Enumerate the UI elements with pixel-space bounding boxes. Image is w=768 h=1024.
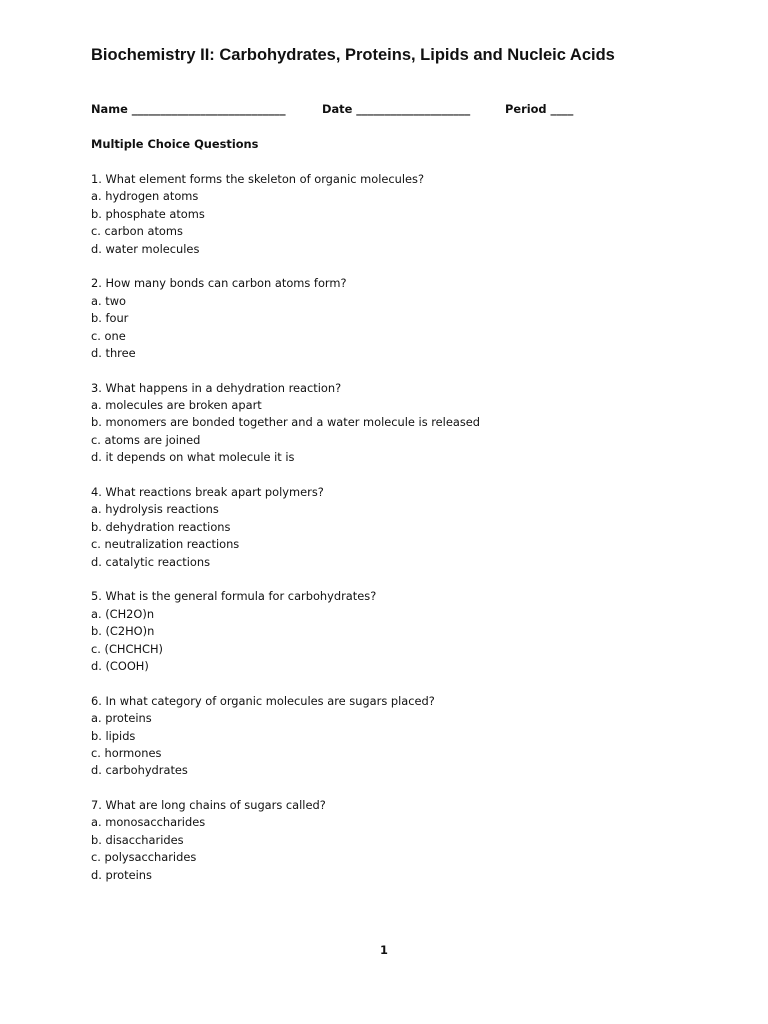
option-d: d. proteins xyxy=(91,867,152,882)
option-a: a. monosaccharides xyxy=(91,815,206,830)
option-d: d. carbohydrates xyxy=(91,763,188,778)
option-b: b. four xyxy=(91,311,129,326)
option-b: b. lipids xyxy=(91,728,136,743)
option-d: d. (COOH) xyxy=(91,658,149,673)
question-1 xyxy=(91,171,691,258)
option-a: a. proteins xyxy=(91,711,152,726)
question-text: 4. What reactions break apart polymers? xyxy=(91,485,324,500)
question-list xyxy=(91,171,691,901)
option-c: c. polysaccharides xyxy=(91,850,197,865)
option-c: c. one xyxy=(91,328,126,343)
option-a: a. molecules are broken apart xyxy=(91,398,262,413)
option-c: c. atoms are joined xyxy=(91,432,201,447)
period-field: Period ____ xyxy=(505,102,574,116)
question-7 xyxy=(91,797,691,884)
option-c: c. hormones xyxy=(91,745,162,760)
option-a: a. (CH2O)n xyxy=(91,606,155,621)
option-d: d. it depends on what molecule it is xyxy=(91,450,295,465)
question-text: 2. How many bonds can carbon atoms form? xyxy=(91,276,347,291)
date-field: Date ____________________ xyxy=(322,102,471,116)
option-a: a. hydrogen atoms xyxy=(91,189,199,204)
question-text: 3. What happens in a dehydration reaction? xyxy=(91,380,342,395)
page-title: Biochemistry II: Carbohydrates, Proteins, Lipids and Nucleic Acids xyxy=(91,46,615,64)
question-2 xyxy=(91,275,691,362)
question-6 xyxy=(91,693,691,780)
question-text: 5. What is the general formula for carbohydrates? xyxy=(91,589,377,604)
option-a: a. hydrolysis reactions xyxy=(91,502,219,517)
question-text: 6. In what category of organic molecules are sugars placed? xyxy=(91,693,435,708)
option-a: a. two xyxy=(91,293,126,308)
option-d: d. catalytic reactions xyxy=(91,554,211,569)
page-number: 1 xyxy=(380,943,388,957)
option-b: b. (C2HO)n xyxy=(91,624,155,639)
name-field: Name ___________________________ xyxy=(91,102,286,116)
option-c: c. carbon atoms xyxy=(91,224,183,239)
option-b: b. phosphate atoms xyxy=(91,206,205,221)
section-title: Multiple Choice Questions xyxy=(91,137,259,151)
student-info-row xyxy=(91,101,691,119)
option-b: b. monomers are bonded together and a water molecule is released xyxy=(91,415,481,430)
question-3 xyxy=(91,380,691,467)
option-b: b. dehydration reactions xyxy=(91,519,231,534)
question-text: 1. What element forms the skeleton of organic molecules? xyxy=(91,172,425,186)
option-c: c. (CHCHCH) xyxy=(91,641,163,656)
question-5 xyxy=(91,588,691,675)
option-d: d. water molecules xyxy=(91,241,200,256)
question-4 xyxy=(91,484,691,571)
option-d: d. three xyxy=(91,345,136,360)
option-c: c. neutralization reactions xyxy=(91,537,240,552)
option-b: b. disaccharides xyxy=(91,832,184,847)
question-text: 7. What are long chains of sugars called? xyxy=(91,798,326,813)
